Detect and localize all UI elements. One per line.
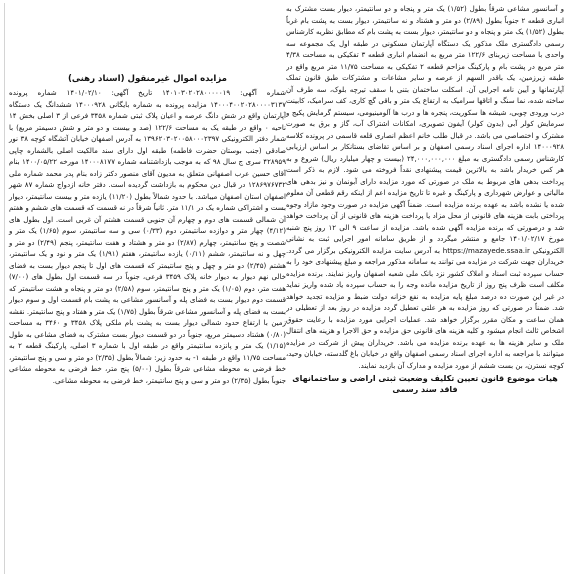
blank-area <box>9 3 286 73</box>
notice-body-right: شماره آگهی: ۱۴۰۱۰۳۰۲۰۲۸۰۰۰۰۰۱۹ تاریخ آگهی: ۱۴۰۱/۰۲/۱۰ شماره پرونده ۱۴۰۰۰۴۰۰۲۰۲۸۰۰۰۰۳۱۳۷ مزایده پرونده به شماره بایگانی ۱۴۰۰۰۹۲۸ ششدانگ یک دستگاه آپارتمان واقع در شش دانگ عرصه و اعیان پلاک ثبتی شماره ۳۴۵۸ فرعی از ۳ اصلی بخش ۱۴ ناحیه ۰ واقع در طبقه یک به مساحت ۱۲۲/۶ (صد و بیست و دو متر و شش دسیمتر مربع) با شمار دفتر الکترونیکی ۱۳۹۶۲۰۳۰۲۰۰۵۸۰۰۰۲۳۹۷ به آدرس اصفهان خیابان آتشگاه کوچه ۳۸ نور صادقی (جنب بوستان حضرت فاطمه) طبقه اول دارای سند مالکیت اصلی بالشماره چاپی ۴۲۸۹۵۹ سری ج سال ۹۸ که به موجب بازداشتنامه شماره ۱۴۰۰۰۸۱۷۷ مورخه ۱۴۰۰/۰۵/۲۲ بنام آقای حسین عرب اصفهانی متعلق به مدیون آقای منصور دکتر زاده بنام پدر محمد شماره ملی ۱۲۸۶۹۷۶۷۳۲ در قبال دین محکوم به بازداشت گردیده است. دفتر خانه ازدواج شماره ۸۷ شهر اصفهان استان اصفهان میباشد. با حدود شمالاً بطول (۱۱/۲۰) یازده متر و بیست سانتیمتر، دیوار بست و اشتراکی شماره یک در ۱۱/۱ متر. ثانیاً شرقاً در نه قسمت که قسمت های ششم و هفتم آن شمالی قسمت های دوم و چهارم آن جنوبی قسمت هشتم آن غربی است. اول بطول های (۴/۱۲) چهار متر و دوازده سانتیمتر، دوم (۰/۳۳) سی و سه سانتیمتر، سوم (۱/۶۵) یک متر و شصت و پنج سانتیمتر، چهارم (۲/۸۷) دو متر و هشتاد و هفت سانتیمتر، پنجم (۲/۴۹) دو متر و چهل و نه سانتیمتر، ششم (۰/۱۱) یازده سانتیمتر، هفتم (۱/۹۱) یک متر و نود و یک سانتیمتر، هشتم (۲/۴۵) دو متر و چهل و پنج سانتیمتر که قسمت های اول تا پنجم دیوار بست به فضای خالی نهم دیوار به دیوار خانه پلاک ۳۴۵۹ فرعی، جنوباً در سه قسمت اول بطول های (۷/۰۰) هفت متر، دوم (۱/۰۵) یک متر و پنج سانتیمتر، سوم (۲/۵۸) دو متر و پنجاه و هشت سانتیمتر که قسمت دوم دیوار بست به فضای پله و آسانسور مشاعی به پشت بام قسمت اول و سوم دیوار بست به فضای پله و آسانسور مشاعی شرقاً بطول (۱/۷۵) یک متر و هفتاد و پنج سانتیمتر. نقشه زمین با ارتفاع حدود شمالی دیوار بست به پشت بام ملکی پلاک ۳۴۵۸ و ۳۴۶۰ به مساحت (۰/۸۰) هشتاد دسیمتر مربع، جنوباً در دو قسمت دیوار بست مشترک به فضای مشاعی به طول (۱/۱۵) یک متر و پانزده سانتیمتر واقع در طبقه اول با شماره ۳ اصلی، پارکینگ قطعه ۲ به مساحت ۱۱/۷۵ واقع در طبقه ۱- به حدود زیر: شمالاً بطول (۲/۳۵) دو متر و سی و پنج سانتیمتر، خط فرضی به محوطه مشاعی شرقاً بطول (۵/۰۰) پنج متر، خط فرضی به محوطه مشاعی جنوباً بطول (۲/۳۵) دو متر و سی و پنج سانتیمتر، خط فرضی به محوطه مشاعی. <box>9 88 286 385</box>
notice-column-right <box>4 3 286 574</box>
notice-column-left <box>286 3 568 574</box>
notice-body-left: و آسانسور مشاعی شرقاً بطول (۱/۵۲) یک متر و پنجاه و دو سانتیمتر، دیوار بست مشترک به انباری قطعه ۲ جنوباً بطول (۲/۸۹) دو متر و هشتاد و نه سانتیمتر، دیوار بست به پشت بام غرباً بطول (۱/۵۲) یک متر و پنجاه و دو سانتیمتر، دیوار بست به پشت بام که مطابق نظریه کارشناس رسمی دادگستری ملک مذکور یک دستگاه آپارتمان مسکونی در طبقه اول یک مجموعه سه واحدی با مساحت زیربنای ۱۲۲/۶ متر مربع به انضمام انباری قطعه ۳ تفکیکی به مساحت ۴/۳۸ متر مربع در پشت بام و پارکینگ مزاحم قطعه ۲ تفکیکی به مساحت ۱۱/۷۵ متر مربع واقع در طبقه زیرزمین، یک باقدر السهم از عرصه و سایر مشاعات و مشترکات طبق قانون تملک آپارتمانها و آیین نامه اجرایی آن. اسکلت ساختمان بتنی با سقف تیرچه بلوک، سه طرف آن ساخته شده، نما سنگ و اتاقها سرامیک به ارتفاع یک متر و باقی گچ کاری، کف سرامیک، کابینت درب ورودی چوبی، شیشه ها سکوریت، پنجره ها و درب ها آلومینیومی، سیستم گرمایش پکیج و سرمایش کولر آبی (بدون کولر) آیفون تصویری، امکانات اشتراک آب، گاز و برق به صورت مشترک و اختصاصی می باشد. در قبال طلب خانم اعظم انصاری قلعه قاسمی در پرونده کلاسه ۱۴۰۰۰۹۲۸ اداره اجرای اسناد رسمی اصفهان و بر اساس تقاضای بستانکار بر اساس ارزیابی کارشناس رسمی دادگستری به مبلغ ۲۴,۰۰۰,۰۰۰,۰۰۰ (بیست و چهار میلیارد ریال) شروع و به هر کس خریدار باشد به بالاترین قیمت پیشنهادی نقداً فروخته می شود. لازم به ذکر است پرداخت بدهی های مربوط به ملک در صورتی که مورد مزایده دارای آبونمان و نیز بدهی های مالیاتی و عوارض شهرداری و پارکینگ و غیره تا تاریخ مزایده اعم از اینکه رقم قطعی آن معلوم شده یا نشده باشد به عهده برنده مزایده است. ضمناً آگهی مزایده در صورت وجود مازاد وجوه پرداختی بابت هزینه های قانونی از محل مزاد یا پرداخت هزینه های قانونی از آن پرداخت خواهد شد و درصورتی که برنده مزایده آگهی شده باشد. مزایده از ساعت ۹ الی ۱۲ روز پنج شنبه مورخ ۱۴۰۱/۰۲/۱۷ جامع و منتشر میگردد و از طریق سامانه امور اجرایی ثبت به نشانی الکترونیکی https://mazayede.ssaa.ir به آدرس سایت مزایده الکترونیکی برگزار می گردد. خریداران جهت شرکت در مزایده می توانند به سامانه مذکور مراجعه و مبلغ پیشنهادی خود را به حساب سپرده ثبت اسناد و املاک کشور نزد بانک ملی شعبه اصفهان واریز نمایند. برنده مزایده مکلف است ظرف پنج روز از تاریخ مزایده مانده وجه را به حساب سپرده یاد شده واریز نماید در غیر این صورت ده درصد مبلغ پایه مزایده به نفع خزانه دولت ضبط و مزایده تجدید خواهد شد. ضمناً در صورتی که روز مزایده به هر علتی تعطیل گردد مزایده در روز بعد از تعطیلی در همان ساعت و مکان مقرر برگزار خواهد شد. عملیات اجرایی مورد مزایده با رعایت حقوق اشخاص ثالث انجام میشود و کلیه هزینه های قانونی حق مزایده و حق الاجرا و هزینه های انتقال ملک و سایر هزینه ها به عهده برنده مزایده می باشد. خریداران پیش از شرکت در مزایده میتوانند با مراجعه به اداره اجرای اسناد رسمی اصفهان واقع در خیابان باغ گلدسته، خیابان وحید، کوچه نسترن، بن بست ششم از مورد مزایده و مدارک آن بازدید نمایند. <box>286 4 565 370</box>
notice-title: مزایده اموال غیرمنقول (اسناد رهنی) <box>68 74 227 84</box>
next-notice-heading: هیات موضوع قانون تعیین تکلیف وضعیت ثبتی اراضی و ساختمانهای فاقد سند رسمی <box>292 373 558 394</box>
